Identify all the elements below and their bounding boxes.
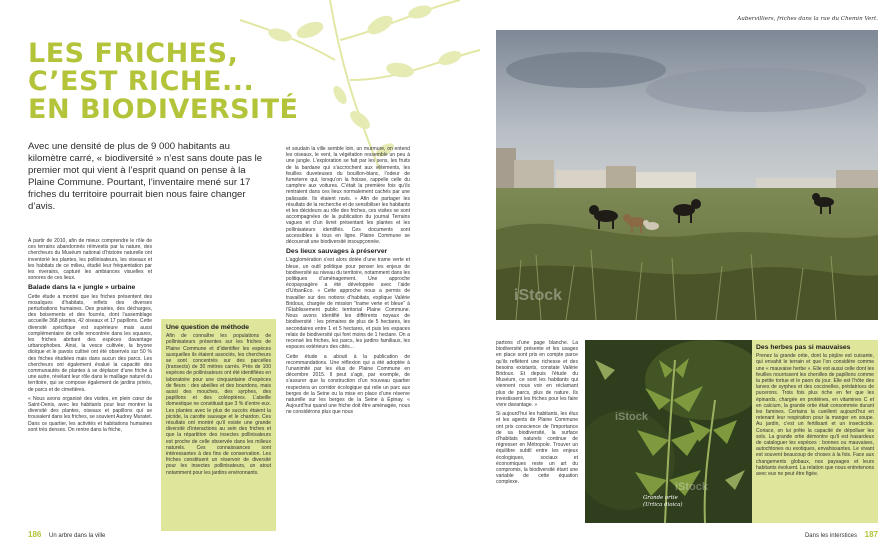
- paragraph: À partir de 2010, afin de mieux comprendre le rôle de ces terrains abandonnés réinvestis par la nature, des chercheurs du Muséum national d’histoire naturelle ont inventorié les plantes, les pollinisateurs, les oiseaux et les habitats de ce milieu, étudié leur fréquentation par les riverains, capturé les ambiances visuelles et sonores de ces lieux.: [28, 238, 152, 282]
- paragraph: et soudain la ville semble loin, un murmure, on entend les oiseaux, le vent, la végétation ressemble un peu à une jungle. L’exploration se fait par les sens, les fruits de la bardane qui s’accrochent aux vêtements, les feuilles duveteuses du bouillon-blanc, l’odeur de fumeterre qui, lorsqu’on la froisse, rappelle celle du camphre aux voitures. C’était la première fois qu’ils rentraient dans ces lieux normalement cachés par une palissade. Ils étaient ravis. » Afin de partager les résultats de la recherche et de sensibiliser les habitants et les décideurs au rôle des friches, ces visites se sont accompagnées de la publication du journal Terrains vagues et d’un livret présentant les plantes et les pollinisateurs identifiés. Ces documents sont accessibles à tous en ligne. Plaine Commune se découvrait une biodiversité insoupçonnée.: [286, 146, 410, 246]
- friche-photo: [496, 30, 878, 320]
- page-title: [28, 40, 328, 124]
- paragraph: Si aujourd’hui les habitants, les élus et les agents de Plaine Commune ont pris conscience de l’importance de sa biodiversité, la surface d’habitats naturels continue de régresser en Métropole. Trouver un équilibre subtil entre les enjeux écologiques, sociaux et économiques reste un art du compromis, la biodiversité étant une variable de cette équation complexe.: [496, 411, 578, 486]
- sidebar-methode: [161, 319, 276, 531]
- title-line: LES FRICHES,: [28, 38, 239, 69]
- column-4: [496, 340, 578, 489]
- paragraph: Cette étude a abouti à la publication de recommandations. Une réflexion qui a été adoptée à l’unanimité par les élus de Plaine Commune en décembre 2015. Il peut s’agir, par exemple, de s’assurer que la construction d’un nouveau quartier respectera un corridor écologique qui relie un parc aux berges de la Seine ou la mise en place d’une réserve naturelle sur les berges de la Seine à Épinay. « Aujourd’hui quand une friche doit être aménagée, nous ne considérons plus que nous: [286, 353, 410, 416]
- sidebar-text: Afin de connaître les populations de pollinisateurs présentes sur les friches de Plaine Commune et d’identifier les espèces auxquelles ils étaient associés, les chercheurs se sont concentrés sur des parcelles (transects) de 30 mètres carrés. Près de 100 espèces de pollinisateurs ont été identifiées en laboratoire pour une cinquantaine d’espèces de fleurs : des abeilles et des bourdons, mais aussi des mouches, des syrphes, des papillons et des coléoptères. L’abeille domestique ne constituait que 3 % d’entre eux. Les plantes avec le plus de succès étaient la picride, la carotte sauvage et le chardon. Ces résultats ont montré qu’il existe une grande diversité d’interactions au sein des friches et que la répartition des insectes pollinisateurs est proche de celle observée dans les milieux naturels. Ces connaissances sont intéressantes à des fins de conservation. Les friches constituent un réservoir de diversité pour les insectes pollinisateurs, un atout notamment pour les jardins environnants.: [166, 333, 271, 476]
- column-1: [28, 238, 152, 436]
- page-number: 187: [864, 530, 878, 539]
- title-line: C’EST RICHE...: [28, 66, 255, 97]
- sidebar-heading: Des herbes pas si mauvaises: [756, 344, 851, 351]
- paragraph: Cette étude a montré que les friches présentent des mosaïques d’habitats, reflets des diverses perturbations humaines. Des prairies, des décharges, des boisements et des fourrés, dont l’assemblage accueille 368 plantes, 42 oiseaux et 17 papillons. Cette diversité spécifique est supérieure mais aussi complémentaire de celle rencontrée dans les squares, les friches abritant des espèces davantage urbanophobes. Ainsi, la vesce cultivée, la bryone dioïque et le pavois cultivé ont été observés sur 50 % des friches étudiées mais dans aucun des parcs. Les chercheurs ont également évalué la capacité des communautés de plantes à se déplacer d’une friche à une autre, révélant leur rôle dans le maillage naturel du territoire, qui se compose également de jardins privés, de parcs et de cimetières.: [28, 293, 152, 393]
- paragraph: partons d’une page blanche. La biodiversité présente et les usages en place sont pris en compte parce qu’ils reflètent une richesse et des besoins existants, constate Valérie Bridoux. Et depuis l’étude du Muséum, ce sont les habitants qui viennent nous voir en réclamant plus de parcs, plus de nature. Ils investissent les friches pour les faire vivre davantage. »: [496, 340, 578, 409]
- sidebar-herbes: [752, 340, 878, 523]
- watermark: iStock: [514, 287, 563, 304]
- photo-caption: Aubervilliers, friches dans la rue du Chemin Vert.: [737, 16, 878, 22]
- paragraph: L’agglomération s’est alors dotée d’une trame verte et bleue, un outil politique pour penser les enjeux de biodiversité au niveau du territoire, notamment dans les politiques d’aménagement. Une approche écopaysagère a été développée avec l’aide d’UrbanEco. « Cette approche nous a permis de travailler sur des notions d’habitats, explique Valérie Bridoux, chargée de mission “trame verte et bleue” à l’Établissement public territorial Plaine Commune. Nous avons identifié les différents noyaux de biodiversité : les primaires de plus de 5 hectares, les secondaires entre 1 et 5 hectares, et puis les espaces relais de biodiversité qui font moins de 1 hectare. On a recensé les friches, les parcs, les jardins familiaux, les espaces extérieurs des cités...: [286, 257, 410, 351]
- watermark: iStock: [615, 411, 649, 423]
- section-heading: Des lieux sauvages à préserver: [286, 248, 388, 256]
- caption-line: Grande ortie: [643, 495, 678, 501]
- footer-right: [740, 530, 878, 539]
- footer-text: Dans les interstices: [804, 533, 857, 539]
- sidebar-text: Prenez la grande ortie, dont la piqûre est cuisante, qui envahit le terrain et que l’on considère comme une « mauvaise herbe ». Elle est aussi celle dont les feuilles nourrissent les chenilles de papillons comme la petite tortue et le paon du jour. Elle est l’hôte des larves de syrphes et des coccinelles, prédatrices de pucerons. Trois fois plus riche en fer que les épinards, chargée en protéines, en vitamines C et en calcium, la grande ortie était consommée durant les famines. Certains la cueillent aujourd’hui en retenant leur respiration pour la manger en soupe. Au jardin, c’est un fertilisant et un insecticide. Coriace, on lui prête la capacité de dépolluer les sols. La grande ortie démontre qu’il est hasardeux de cataloguer les espèces : bonnes ou mauvaises, autochtones ou exotiques, envahissantes. Le vivant est souvent beaucoup de choses à la fois. Face aux changements globaux, nos paysages et leurs habitants évoluent. La relation que nous entretenons avec eux ne peut être figée.: [756, 353, 874, 478]
- lead-paragraph: Avec une densité de plus de 9 000 habitants au kilomètre carré, « biodiversité » n’est sans doute pas le premier mot qui vient à l’esprit quand on pense à la Plaine Commune. Pourtant, l’inventaire mené sur 17 friches du territoire pourrait bien nous faire changer d’avis.: [28, 141, 263, 212]
- footer-text: Un arbre dans la ville: [49, 533, 106, 539]
- caption-line: (Urtica dioica): [643, 502, 683, 508]
- paragraph: « Nous avons organisé des visites, en plein cœur de Saint-Denis, avec les habitants pour leur montrer la diversité des plantes, oiseaux et papillons qui se trouvaient dans les friches, se souvient Audrey Muratet. Dans ce quartier, les activités et habitations humaines sont très denses. On rentre dans la friche,: [28, 395, 152, 433]
- section-heading: Balade dans la « jungle » urbaine: [28, 284, 136, 292]
- column-3: [286, 146, 410, 419]
- watermark: iStock: [675, 481, 709, 493]
- footer-left: [28, 530, 105, 539]
- nettle-photo: [585, 340, 752, 523]
- title-line: EN BIODIVERSITÉ: [28, 94, 299, 125]
- page-number: 186: [28, 530, 42, 539]
- photo-caption: [643, 495, 683, 509]
- friche-photo-drawing: [496, 30, 878, 320]
- sidebar-heading: Une question de méthode: [166, 324, 250, 331]
